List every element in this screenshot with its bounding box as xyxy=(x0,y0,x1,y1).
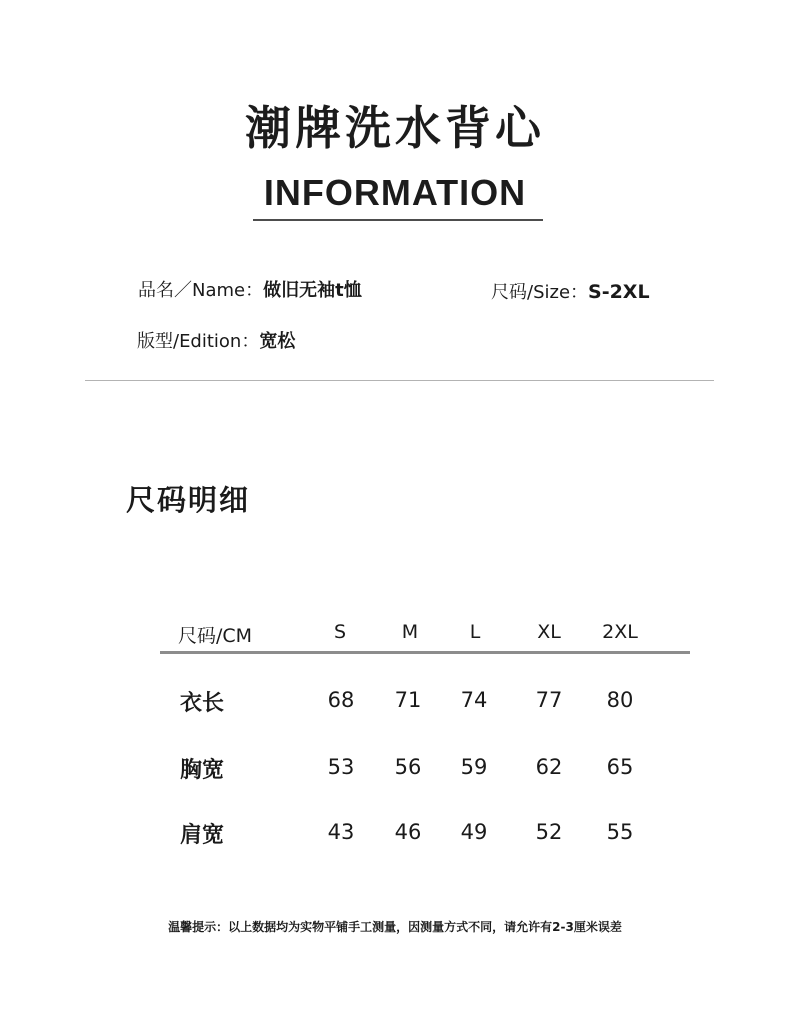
measurement-note: 温馨提示：以上数据均为实物平铺手工测量，因测量方式不同，请允许有2-3厘米误差 xyxy=(168,920,622,934)
table-cell: 71 xyxy=(394,688,422,712)
table-row-label: 肩宽 xyxy=(180,823,225,848)
table-header-size-2xl: 2XL xyxy=(602,621,638,643)
table-cell: 65 xyxy=(606,755,634,779)
table-cell: 49 xyxy=(460,820,488,844)
table-cell: 56 xyxy=(394,755,422,779)
product-name-field xyxy=(138,276,362,302)
product-name-value: 做旧无袖t恤 xyxy=(263,280,362,301)
section-title: 尺码明细 xyxy=(126,483,251,517)
table-cell: 80 xyxy=(606,688,634,712)
table-cell: 59 xyxy=(460,755,488,779)
page-title: 潮牌洗水背心 xyxy=(245,101,545,155)
table-cell: 74 xyxy=(460,688,488,712)
table-header-size-l: L xyxy=(469,621,481,643)
table-cell: 46 xyxy=(394,820,422,844)
table-header-label: 尺码/CM xyxy=(178,625,253,647)
table-cell: 43 xyxy=(327,820,355,844)
table-header-size-s: S xyxy=(333,621,347,643)
edition-field xyxy=(137,327,295,353)
table-cell: 77 xyxy=(535,688,563,712)
product-name-label: 品名／Name： xyxy=(138,280,264,301)
table-header-size-xl: XL xyxy=(537,621,561,643)
size-range-label: 尺码/Size： xyxy=(491,282,589,303)
page-subtitle: INFORMATION xyxy=(263,172,527,213)
size-range-value: S-2XL xyxy=(588,281,650,303)
table-row-label: 衣长 xyxy=(180,691,225,716)
table-cell: 52 xyxy=(535,820,563,844)
table-cell: 68 xyxy=(327,688,355,712)
table-cell: 55 xyxy=(606,820,634,844)
table-cell: 62 xyxy=(535,755,563,779)
table-header-size-m: M xyxy=(401,621,419,643)
section-divider xyxy=(85,380,714,381)
subtitle-underline xyxy=(253,219,543,221)
table-header-rule xyxy=(160,651,690,654)
edition-value: 宽松 xyxy=(259,331,296,352)
size-range-field xyxy=(491,278,650,304)
edition-label: 版型/Edition： xyxy=(137,331,260,352)
table-row-label: 胸宽 xyxy=(180,758,225,783)
table-cell: 53 xyxy=(327,755,355,779)
